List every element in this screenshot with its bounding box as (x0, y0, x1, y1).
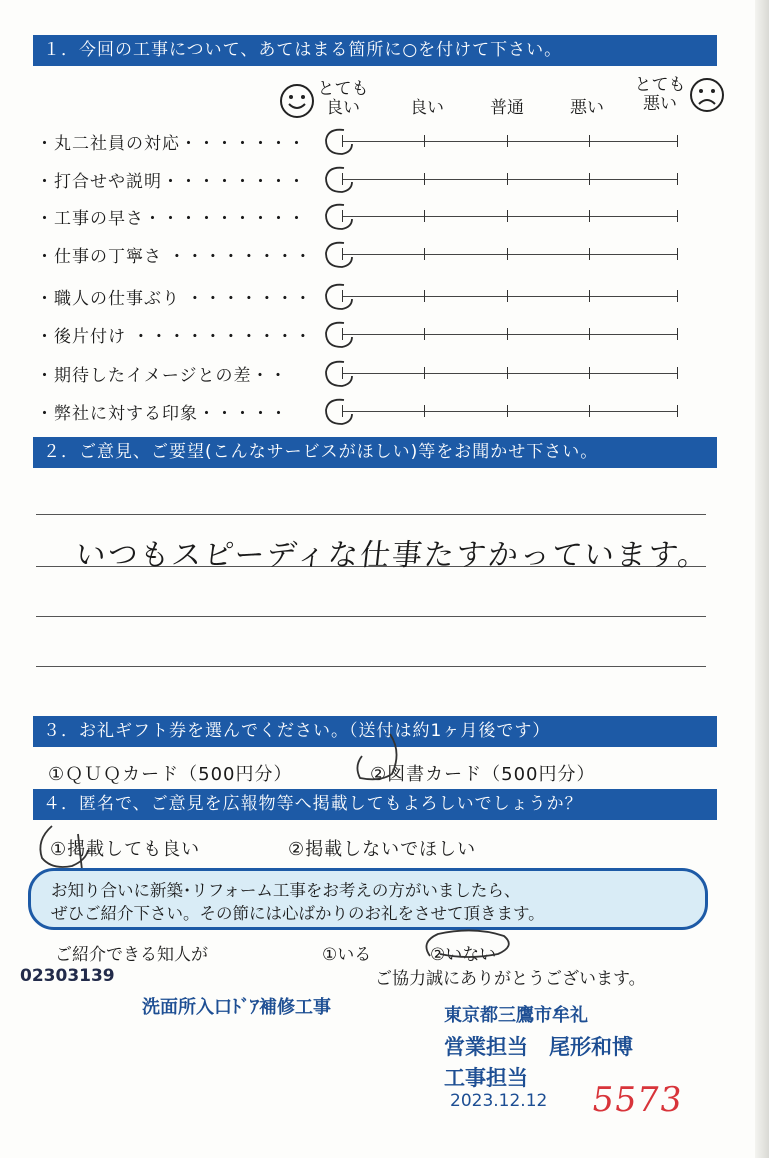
rating-item-label: ・期待したイメージとの差・・ (36, 366, 288, 386)
scale-normal: 普通 (490, 98, 524, 118)
rating-tick[interactable] (507, 367, 508, 379)
rating-selection-circle (322, 319, 356, 351)
rating-selection-circle (322, 396, 356, 428)
rating-item-label: ・打合せや説明・・・・・・・・ (36, 172, 306, 192)
rating-tick[interactable] (589, 248, 590, 260)
scale-bad: 悪い (570, 98, 604, 118)
customer-address: 東京都三鷹市牟礼 (444, 1005, 588, 1026)
rating-tick[interactable] (589, 405, 590, 417)
rating-tick[interactable] (677, 210, 678, 222)
rating-scale-line (342, 141, 677, 142)
project-name: 洗面所入口ﾄﾞｱ補修工事 (142, 997, 331, 1018)
rating-tick[interactable] (677, 367, 678, 379)
rating-tick[interactable] (677, 248, 678, 260)
rating-selection-circle (322, 358, 356, 390)
frown-face-icon (688, 76, 726, 114)
rating-tick[interactable] (677, 405, 678, 417)
publish-option-yes[interactable]: ①掲載しても良い (50, 839, 201, 860)
rating-tick[interactable] (589, 135, 590, 147)
gift-option-quo[interactable]: ①ＱＵＱカード（500円分） (48, 764, 293, 785)
referral-option-yes[interactable]: ①いる (322, 945, 372, 965)
referral-callout (28, 868, 708, 930)
rating-tick[interactable] (424, 290, 425, 302)
rating-tick[interactable] (677, 173, 678, 185)
rating-tick[interactable] (589, 210, 590, 222)
smiley-face-icon (278, 82, 316, 120)
handwritten-number: 5573 (589, 1080, 686, 1120)
rating-tick[interactable] (507, 210, 508, 222)
comment-line (36, 616, 706, 617)
handwritten-comment: いつもスピーディな仕事たすかっています。 (73, 538, 712, 573)
rating-item-label: ・仕事の丁寧さ ・・・・・・・・ (36, 247, 313, 267)
rating-tick[interactable] (507, 405, 508, 417)
rating-item-label: ・後片付け ・・・・・・・・・・ (36, 327, 313, 347)
rating-scale-line (342, 254, 677, 255)
rating-tick[interactable] (677, 328, 678, 340)
construction-rep: 工事担当 (444, 1066, 528, 1090)
rating-selection-circle (322, 201, 356, 233)
rating-item-label: ・職人の仕事ぶり ・・・・・・・ (36, 289, 313, 309)
rating-tick[interactable] (589, 173, 590, 185)
customer-code: 02303139 (20, 966, 115, 986)
rating-scale-line (342, 216, 677, 217)
scale-very-good: とても 良い (317, 79, 369, 118)
rating-scale-line (342, 373, 677, 374)
rating-tick[interactable] (589, 290, 590, 302)
rating-tick[interactable] (507, 248, 508, 260)
scale-very-bad: とても 悪い (634, 75, 686, 114)
publish-option-no[interactable]: ②掲載しないでほしい (288, 839, 477, 860)
section3-header: ３．お礼ギフト券を選んでください。（送付は約1ヶ月後です） (33, 716, 717, 747)
scale-good: 良い (410, 98, 444, 118)
completion-date: 2023.12.12 (450, 1091, 548, 1111)
referral-question: ご紹介できる知人が (55, 945, 208, 965)
rating-tick[interactable] (507, 135, 508, 147)
rating-tick[interactable] (507, 328, 508, 340)
section1-header: １．今回の工事について、あてはまる箇所に○を付けて下さい。 (33, 35, 717, 66)
rating-item-label: ・丸二社員の対応・・・・・・・ (36, 134, 306, 154)
rating-selection-circle (322, 239, 356, 271)
gift-option-book[interactable]: ②図書カード（500円分） (370, 764, 596, 785)
section2-header: ２．ご意見、ご要望(こんなサービスがほしい)等をお聞かせ下さい。 (33, 437, 717, 468)
rating-tick[interactable] (424, 328, 425, 340)
rating-tick[interactable] (677, 135, 678, 147)
referral-line2: ぜひご紹介下さい。その節には心ばかりのお礼をさせて頂きます。 (51, 904, 545, 923)
rating-scale-line (342, 296, 677, 297)
rating-item-label: ・工事の早さ・・・・・・・・・ (36, 209, 306, 229)
rating-tick[interactable] (424, 405, 425, 417)
rating-selection-circle (322, 281, 356, 313)
rating-selection-circle (322, 164, 356, 196)
sales-rep: 営業担当 尾形和博 (444, 1035, 633, 1059)
rating-scale-line (342, 411, 677, 412)
rating-tick[interactable] (677, 290, 678, 302)
comment-line (36, 666, 706, 667)
rating-tick[interactable] (424, 173, 425, 185)
rating-tick[interactable] (589, 367, 590, 379)
thanks-message: ご協力誠にありがとうございます。 (375, 969, 646, 989)
page-edge-shadow (755, 0, 769, 1158)
rating-item-label: ・弊社に対する印象・・・・・ (36, 404, 288, 424)
rating-tick[interactable] (589, 328, 590, 340)
gift-selection-circle (350, 726, 410, 786)
rating-tick[interactable] (424, 210, 425, 222)
rating-tick[interactable] (507, 173, 508, 185)
publish-selection-circle (32, 822, 92, 874)
rating-selection-circle (322, 126, 356, 158)
referral-line1: お知り合いに新築･リフォーム工事をお考えの方がいましたら、 (51, 881, 521, 900)
referral-selection-circle (418, 926, 518, 964)
rating-tick[interactable] (424, 248, 425, 260)
rating-tick[interactable] (507, 290, 508, 302)
rating-scale-line (342, 179, 677, 180)
rating-tick[interactable] (424, 367, 425, 379)
referral-option-no[interactable]: ②いない (430, 945, 497, 965)
rating-scale-line (342, 334, 677, 335)
section4-header: ４．匿名で、ご意見を広報物等へ掲載してもよろしいでしょうか？ (33, 789, 717, 820)
comment-line (36, 514, 706, 515)
rating-tick[interactable] (424, 135, 425, 147)
